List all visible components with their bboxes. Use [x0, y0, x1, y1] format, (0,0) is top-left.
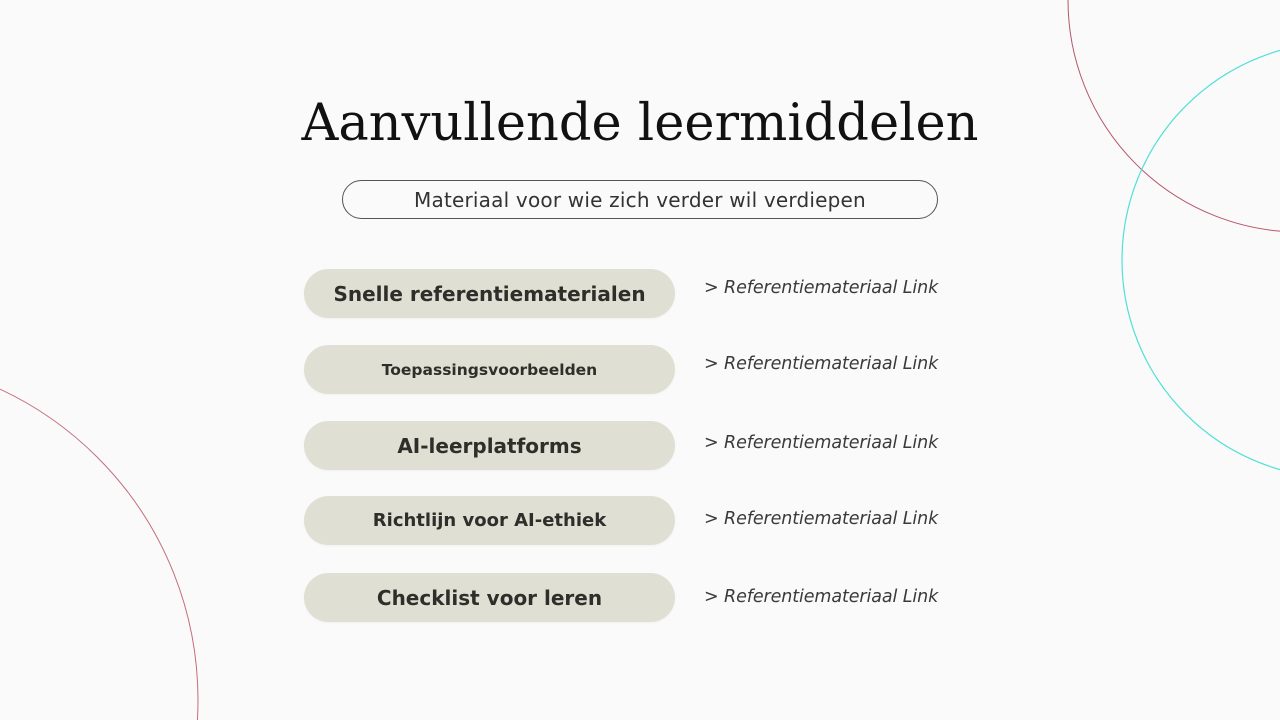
page-title: Aanvullende leermiddelen: [301, 94, 979, 153]
resource-row: [304, 573, 984, 622]
subtitle-box: [342, 180, 938, 219]
resource-button-ai-ethics-guideline[interactable]: Richtlijn voor AI-ethiek: [304, 496, 675, 545]
subtitle-text: Materiaal voor wie zich verder wil verdiepen: [414, 187, 866, 212]
reference-link[interactable]: > Referentiemateriaal Link: [704, 509, 939, 529]
resource-row: [304, 269, 984, 318]
reference-link[interactable]: > Referentiemateriaal Link: [704, 587, 939, 607]
arc-red-bottom-left: [0, 357, 198, 720]
reference-link[interactable]: > Referentiemateriaal Link: [704, 433, 939, 453]
resource-row: [304, 421, 984, 470]
reference-link[interactable]: > Referentiemateriaal Link: [704, 278, 939, 298]
resource-button-quick-references[interactable]: Snelle referentiematerialen: [304, 269, 675, 318]
resource-row: [304, 345, 984, 394]
resource-button-learning-checklist[interactable]: Checklist voor leren: [304, 573, 675, 622]
reference-link[interactable]: > Referentiemateriaal Link: [704, 354, 939, 374]
resource-button-ai-learning-platforms[interactable]: AI-leerplatforms: [304, 421, 675, 470]
resource-button-application-examples[interactable]: Toepassingsvoorbeelden: [304, 345, 675, 394]
resource-row: [304, 496, 984, 545]
